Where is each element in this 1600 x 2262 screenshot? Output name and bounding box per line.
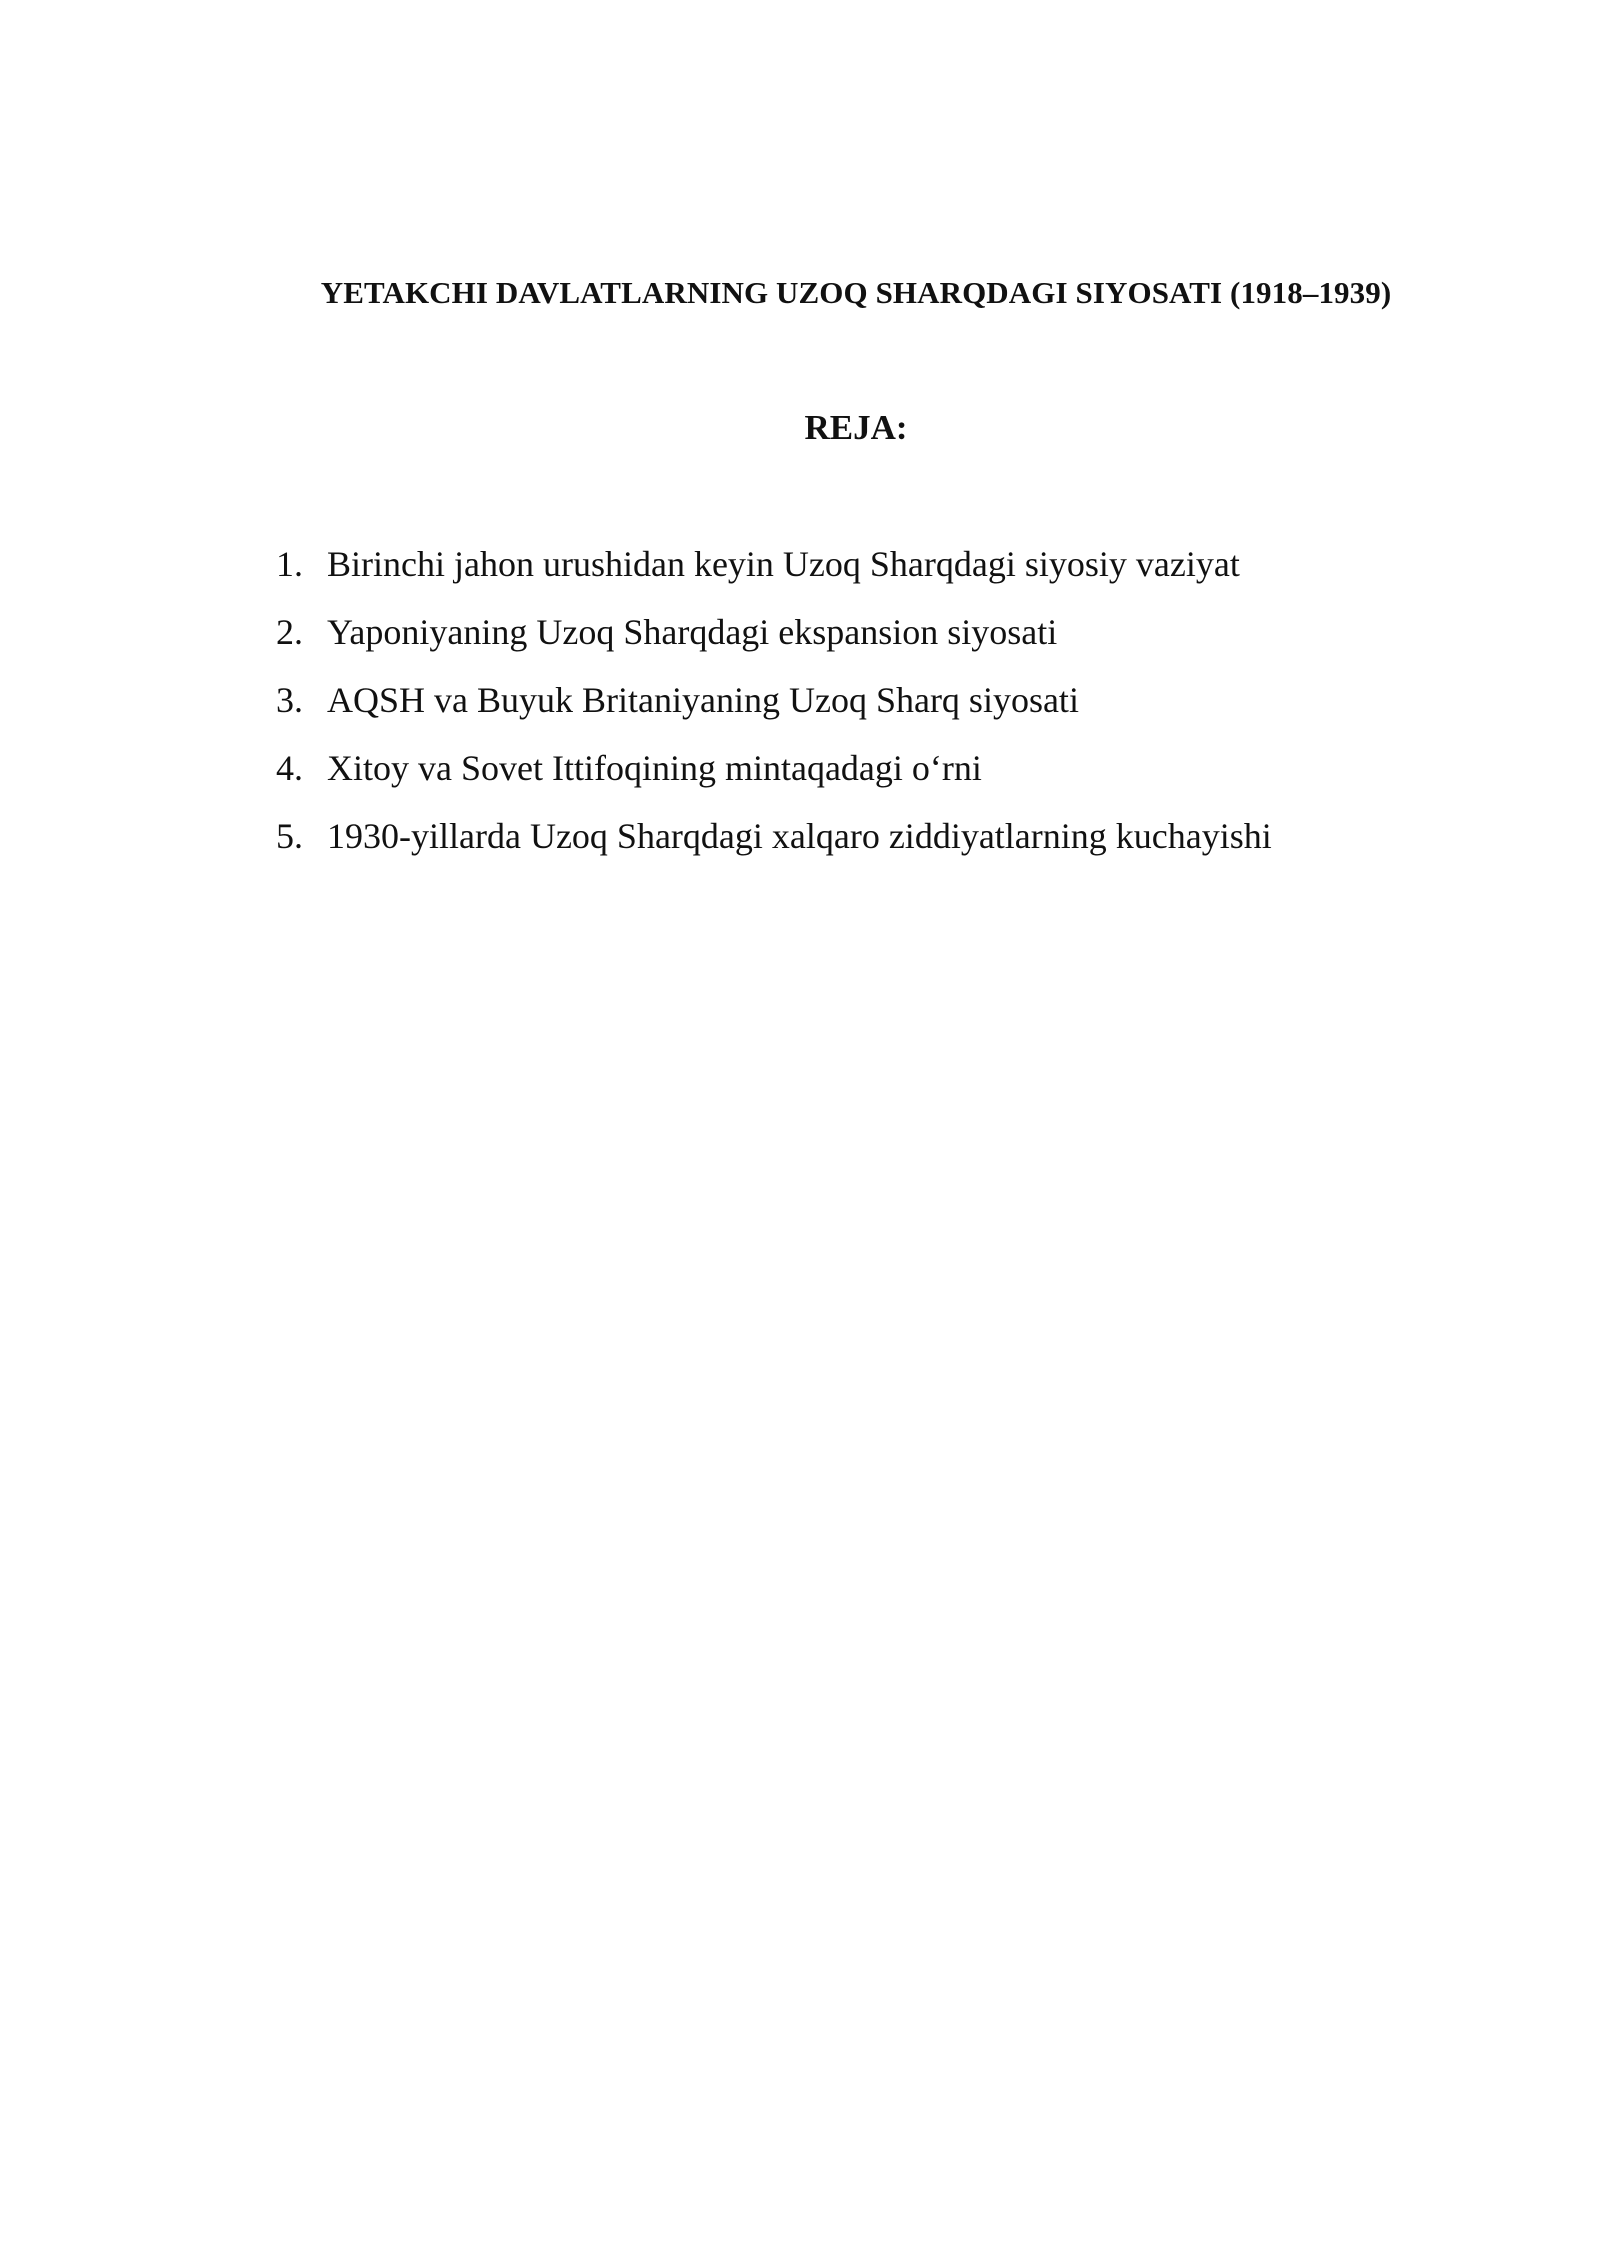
plan-item [276, 604, 1476, 672]
plan-item-text: Xitoy va Sovet Ittifoqining mintaqadagi o‘rni [327, 748, 982, 788]
plan-item-text: 1930-yillarda Uzoq Sharqdagi xalqaro ziddiyatlarning kuchayishi [327, 816, 1272, 856]
plan-item-text: Yaponiyaning Uzoq Sharqdagi ekspansion siyosati [327, 612, 1058, 652]
plan-item [276, 672, 1476, 740]
plan-item-number: 5. [276, 816, 303, 856]
plan-item [276, 536, 1476, 604]
plan-item [276, 740, 1476, 808]
plan-item-text: Birinchi jahon urushidan keyin Uzoq Sharqdagi siyosiy vaziyat [327, 544, 1240, 584]
plan-list [276, 536, 1476, 876]
plan-item-number: 1. [276, 544, 303, 584]
plan-item-text: AQSH va Buyuk Britaniyaning Uzoq Sharq siyosati [327, 680, 1079, 720]
plan-heading: REJA: [804, 408, 908, 447]
plan-item [276, 808, 1476, 876]
document-title: YETAKCHI DAVLATLARNING UZOQ SHARQDAGI SIYOSATI (1918–1939) [320, 275, 1392, 310]
plan-item-number: 2. [276, 612, 303, 652]
plan-item-number: 3. [276, 680, 303, 720]
plan-item-number: 4. [276, 748, 303, 788]
